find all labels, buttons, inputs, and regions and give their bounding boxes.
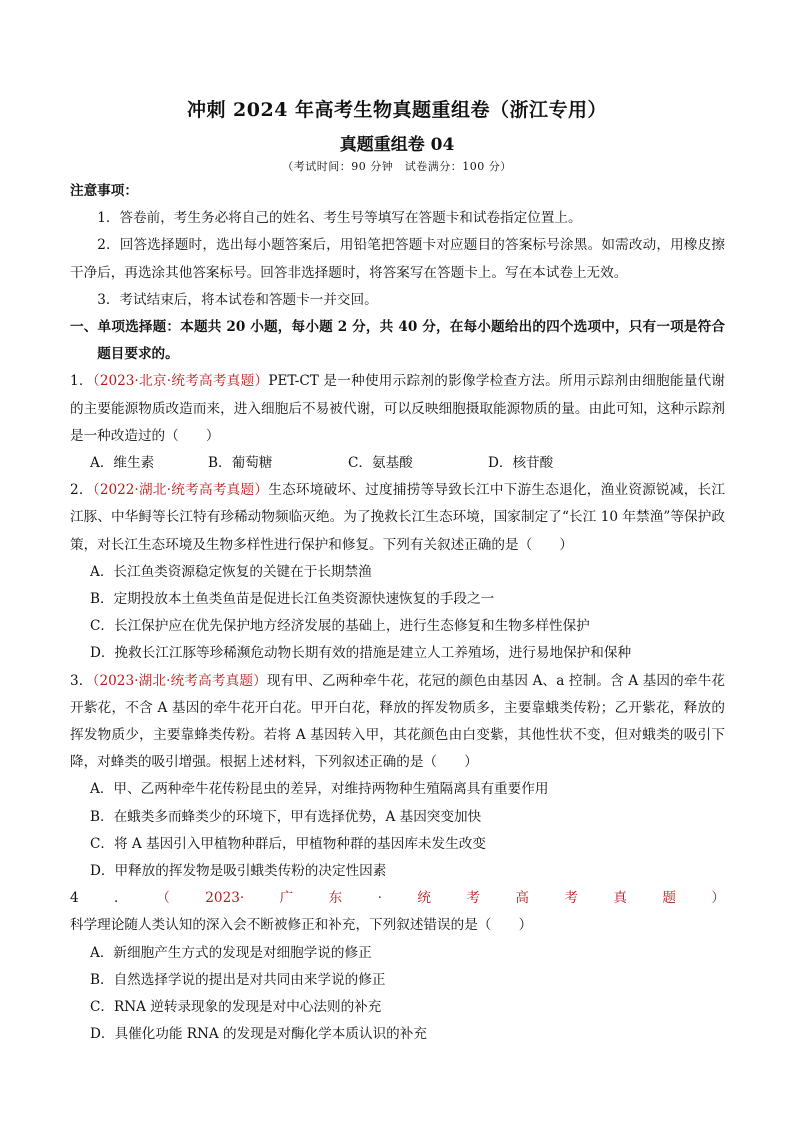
question-source: （2023·广东·统考高考真题） — [163, 890, 726, 907]
question-stem: 现有甲、乙两种牵牛花，花冠的颜色由基因 A、a 控制。含 A 基因的牵牛花开紫花，不含 A 基因的牵牛花开白花。甲开白花，释放的挥发物质多，主要靠蛾类传粉；乙开紫花，释放的挥发物质少，主要靠蜂类传粉。若将 A 基因转入甲，其花颜色由白变紫，其他性状不变，但对蛾类的吸引下降，对蜂类的吸引增强。根据上述材料，下列叙述正确的是（ ） — [70, 672, 725, 771]
document-body — [70, 178, 725, 1049]
notice-item: 2．回答选择题时，选出每小题答案后，用铅笔把答题卡对应题目的答案标号涂黑。如需改动，用橡皮擦干净后，再选涂其他答案标号。回答非选择题时，将答案写在答题卡上。写在本试卷上无效。 — [70, 237, 725, 281]
option-a: A．新细胞产生方式的发现是对细胞学说的修正 — [90, 944, 372, 961]
section-heading: 一、单项选择题：本题共 20 小题，每小题 2 分，共 40 分，在每小题给出的四个选项中，只有一项是符合题目要求的。 — [70, 319, 725, 363]
option-d: D．核苷酸 — [488, 455, 554, 472]
option-a: A．长江鱼类资源稳定恢复的关键在于长期禁渔 — [90, 563, 372, 580]
page-title: 冲刺 2024 年高考生物真题重组卷（浙江专用） — [186, 99, 608, 121]
option-b: B．葡萄糖 — [208, 455, 273, 472]
option-row — [70, 450, 725, 477]
question-source: （2022·湖北·统考高考真题） — [92, 482, 269, 499]
option-c: C．将 A 基因引入甲植物种群后，甲植物种群的基因库未发生改变 — [90, 835, 486, 852]
exam-info: （考试时间：90 分钟 试卷满分：100 分） — [282, 160, 512, 173]
option-d: D．具催化功能 RNA 的发现是对酶化学本质认识的补充 — [90, 1026, 427, 1043]
question-number: 3． — [70, 672, 93, 689]
question-stem: 生态环境破坏、过度捕捞等导致长江中下游生态退化，渔业资源锐减，长江江豚、中华鲟等长江特有珍稀动物频临灭绝。为了挽救长江生态环境，国家制定了“长江 10 年禁渔”等保护政策，对长江生态环境及生物多样性进行保护和修复。下列有关叙述正确的是（ ） — [70, 482, 726, 553]
option-a: A．甲、乙两种牵牛花传粉昆虫的差异，对维持两物种生殖隔离具有重要作用 — [90, 781, 549, 798]
option-d: D．挽救长江江豚等珍稀濒危动物长期有效的措施是建立人工养殖场，进行易地保护和保种 — [90, 645, 632, 662]
option-a: A．维生素 — [90, 455, 155, 472]
option-c: C．长江保护应在优先保护地方经济发展的基础上，进行生态修复和生物多样性保护 — [90, 618, 590, 635]
option-b: B．自然选择学说的提出是对共同由来学说的修正 — [90, 971, 386, 988]
question-stem: 科学理论随人类认知的深入会不断被修正和补充，下列叙述错误的是（ ） — [70, 917, 533, 934]
option-d: D．甲释放的挥发物是吸引蛾类传粉的决定性因素 — [90, 863, 387, 880]
question-stem: PET-CT 是一种使用示踪剂的影像学检查方法。所用示踪剂由细胞能量代谢的主要能源物质改造而来，进入细胞后不易被代谢，可以反映细胞摄取能源物质的量。由此可知，这种示踪剂是一种改造过的（ ） — [70, 373, 726, 444]
question-source: （2023·北京·统考高考真题） — [92, 373, 269, 390]
notice-item: 3．考试结束后，将本试卷和答题卡一并交回。 — [97, 291, 378, 308]
question-2 — [70, 477, 725, 559]
question-number: 1． — [70, 373, 93, 390]
option-b: B．在蛾类多而蜂类少的环境下，甲有选择优势，A 基因突变加快 — [90, 808, 482, 825]
option-b: B．定期投放本土鱼类鱼苗是促进长江鱼类资源快速恢复的手段之一 — [90, 591, 495, 608]
question-number: 2． — [70, 482, 93, 499]
question-source: （2023·湖北·统考高考真题） — [92, 672, 267, 689]
notice-item: 1．答卷前，考生务必将自己的姓名、考生号等填写在答题卡和试卷指定位置上。 — [97, 210, 582, 227]
option-c: C．RNA 逆转录现象的发现是对中心法则的补充 — [90, 999, 382, 1016]
question-number: 4． — [70, 890, 164, 907]
notice-heading: 注意事项： — [70, 183, 138, 199]
question-3 — [70, 668, 725, 777]
page-subtitle: 真题重组卷 04 — [339, 135, 455, 155]
question-1 — [70, 368, 725, 450]
question-4 — [70, 885, 725, 939]
option-c: C．氨基酸 — [348, 455, 413, 472]
